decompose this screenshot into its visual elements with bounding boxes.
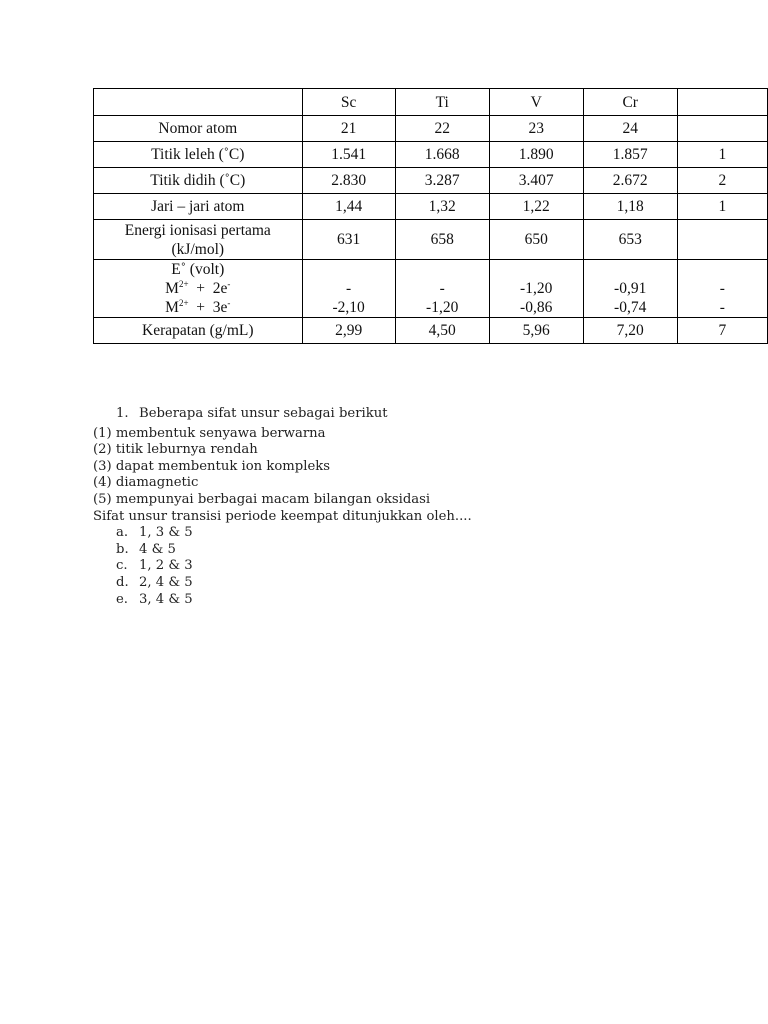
option-text: 1, 3 & 5 <box>139 525 193 541</box>
potential-2e-label: $M^{2+} + 2e^-$ <box>165 278 231 297</box>
option-letter: d. <box>116 574 129 590</box>
header-cell: V <box>489 89 583 116</box>
table-cell: 1.890 <box>489 142 583 168</box>
header-corner-cell <box>94 89 303 116</box>
table-cell: - - <box>677 260 767 318</box>
option-text: 1, 2 & 3 <box>139 558 193 574</box>
table-cell: 2.830 <box>302 168 395 194</box>
table-cell: -0,91 -0,74 <box>583 260 677 318</box>
option-text: 2, 4 & 5 <box>139 574 193 590</box>
table-row <box>94 318 768 344</box>
table-cell: 1.857 <box>583 142 677 168</box>
table-cell: 3.287 <box>395 168 489 194</box>
question-block <box>93 406 753 608</box>
statement-item: (5) mempunyai berbagai macam bilangan oksidasi <box>93 491 431 507</box>
statement-item: (4) diamagnetic <box>93 475 199 491</box>
element-properties-table <box>93 88 768 344</box>
option-letter: e. <box>116 591 128 607</box>
table-cell: 1,22 <box>489 194 583 220</box>
table-cell: 1,44 <box>302 194 395 220</box>
table-cell: 3.407 <box>489 168 583 194</box>
answer-option <box>116 575 753 592</box>
table-header-row <box>94 89 768 116</box>
table-cell: 1,18 <box>583 194 677 220</box>
table-cell: 1.541 <box>302 142 395 168</box>
option-text: 4 & 5 <box>139 541 176 557</box>
table-cell: 7,20 <box>583 318 677 344</box>
table-cell <box>677 116 767 142</box>
table-cell: 650 <box>489 220 583 260</box>
table-row <box>94 220 768 260</box>
row-label-potential <box>94 260 303 318</box>
table-row <box>94 194 768 220</box>
header-cell: Ti <box>395 89 489 116</box>
table-cell: 7 <box>677 318 767 344</box>
answer-options <box>93 525 753 608</box>
question-stem: Beberapa sifat unsur sebagai berikut <box>139 406 388 421</box>
table-cell: 22 <box>395 116 489 142</box>
table-cell: 23 <box>489 116 583 142</box>
option-letter: a. <box>116 525 129 541</box>
table-row <box>94 116 768 142</box>
table-cell: 658 <box>395 220 489 260</box>
header-cell: Cr <box>583 89 677 116</box>
option-letter: b. <box>116 541 129 557</box>
answer-option <box>116 542 753 559</box>
table-row-potential <box>94 260 768 318</box>
table-row <box>94 142 768 168</box>
header-cell <box>677 89 767 116</box>
table-cell: 21 <box>302 116 395 142</box>
table-cell: 653 <box>583 220 677 260</box>
table-cell: 1,32 <box>395 194 489 220</box>
table-cell: 2 <box>677 168 767 194</box>
row-label: Titik didih (˚C) <box>94 168 303 194</box>
table-cell: 631 <box>302 220 395 260</box>
question-stem-line <box>93 406 753 423</box>
statement-item: (1) membentuk senyawa berwarna <box>93 425 326 441</box>
option-text: 3, 4 & 5 <box>139 591 193 607</box>
row-label: Titik leleh (˚C) <box>94 142 303 168</box>
question-number: 1. <box>116 406 129 421</box>
table-cell: 24 <box>583 116 677 142</box>
answer-option <box>116 592 753 609</box>
table-cell: 2,99 <box>302 318 395 344</box>
statement-item: (3) dapat membentuk ion kompleks <box>93 458 331 474</box>
table-cell: -1,20 -0,86 <box>489 260 583 318</box>
question-prompt: Sifat unsur transisi periode keempat ditunjukkan oleh.... <box>93 508 472 524</box>
option-letter: c. <box>116 558 128 574</box>
row-label: Kerapatan (g/mL) <box>94 318 303 344</box>
answer-option <box>116 558 753 575</box>
table-cell: 1 <box>677 194 767 220</box>
row-label: Jari – jari atom <box>94 194 303 220</box>
row-label: Nomor atom <box>94 116 303 142</box>
table-cell: 2.672 <box>583 168 677 194</box>
potential-3e-label: $M^{2+} + 3e^-$ <box>165 297 231 316</box>
table-cell: - -1,20 <box>395 260 489 318</box>
table-cell: 1.668 <box>395 142 489 168</box>
statement-item: (2) titik leburnya rendah <box>93 442 258 458</box>
table-cell: - -2,10 <box>302 260 395 318</box>
header-cell: Sc <box>302 89 395 116</box>
potential-title: E˚ (volt) <box>171 261 225 278</box>
table-cell: 1 <box>677 142 767 168</box>
table-row <box>94 168 768 194</box>
table-cell: 5,96 <box>489 318 583 344</box>
row-label: Energi ionisasi pertama (kJ/mol) <box>94 220 303 260</box>
table-cell: 4,50 <box>395 318 489 344</box>
answer-option <box>116 525 753 542</box>
table-cell <box>677 220 767 260</box>
